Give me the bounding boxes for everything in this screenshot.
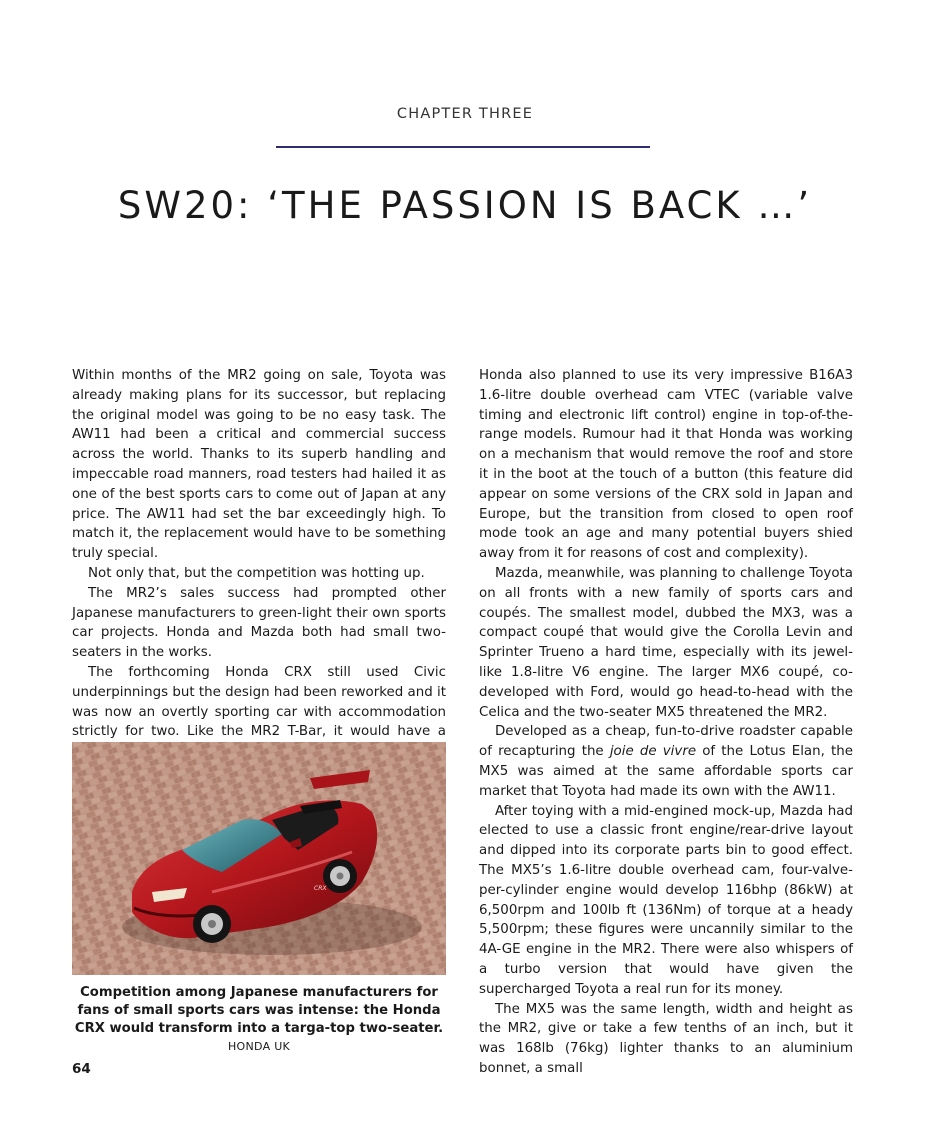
paragraph-text: of the Lotus Elan, the MX5 was aimed at the same affordable sports car market that Toyota had made its own with the AW11. <box>479 744 853 799</box>
caption-credit: HONDA UK <box>227 1040 291 1053</box>
paragraph-text: After toying with a mid-engined mock-up, Mazda had elected to use a classic front engine/rear-drive layout and dipped into its corporate parts bin to good effect. The MX5’s 1.6-litre double overhead cam, four-valve-per-cylinder engine would develop 116bhp (86kW) at 6,500rpm and 100lb ft (136Nm) of torque at a heady 5,500rpm; these figures were uncannily similar to the 4A-GE engine in the MR2. There were also whispers of a turbo version that would have given the supercharged Toyota a real run for its money. <box>479 803 853 997</box>
paragraph-text: Mazda, meanwhile, was planning to challenge Toyota on all fronts with a new family of sports cars and coupés. The smallest model, dubbed the MX3, was a compact coupé that would give the Corolla Levin and Sprinter Trueno a hard time, especially with its jewel-like 1.8-litre V6 engine. The larger MX6 coupé, co-developed with Ford, would go head-to-head with the Celica and the two-seater MX5 threatened the MR2. <box>479 565 853 720</box>
paragraph <box>479 1000 853 1079</box>
paragraph-text: Honda also planned to use its very impressive B16A3 1.6-litre double overhead cam VTEC (variable valve timing and electronic lift control) engine in top-of-the-range models. Rumour had it that Honda was working on a mechanism that would remove the roof and store it in the boot at the touch of a button (this feature did appear on some versions of the CRX sold in Japan and Europe, but the transition from closed to open roof mode took an age and many potential buyers shied away from it for reasons of cost and complexity). <box>479 368 853 562</box>
caption-text: Competition among Japanese manufacturers for fans of small sports cars was intense: the Honda CRX would transform into a targa-top two-seater. <box>74 985 444 1036</box>
right-column <box>479 366 853 1079</box>
paragraph <box>479 564 853 722</box>
paragraph: The MR2’s sales success had prompted other Japanese manufacturers to green-light their own sports car projects. Honda and Mazda both had small two-seaters in the works. <box>72 585 446 661</box>
left-column <box>72 366 446 782</box>
photo-caption <box>72 984 446 1056</box>
paragraph-text: The MX5 was the same length, width and height as the MR2, give or take a few tenths of an inch, but it was 168lb (76kg) lighter thanks to an aluminium bonnet, a small <box>479 1001 853 1076</box>
paragraph <box>479 722 853 801</box>
paragraph: Within months of the MR2 going on sale, Toyota was already making plans for its successor, but replacing the original model was going to be no easy task. The AW11 had been a critical and commercial success across the world. Thanks to its superb handling and impeccable road manners, road testers had hailed it as one of the best sports cars to come out of Japan at any price. The AW11 had set the bar exceedingly high. To match it, the replacement would have to be something truly special. <box>72 368 446 562</box>
car-badge: CRX <box>314 885 327 892</box>
paragraph <box>479 802 853 1000</box>
italic-phrase: joie de vivre <box>609 744 697 760</box>
paragraph: The forthcoming Honda CRX still used Civic underpinnings but the design had been reworked and it was now an overtly sporting car with accommodation strictly for two. Like the MR2 T-Bar, it would have a <box>72 664 446 740</box>
chapter-rule <box>276 146 650 148</box>
page-number: 64 <box>72 1061 91 1077</box>
paragraph <box>479 366 853 564</box>
car-photo <box>72 742 446 975</box>
paragraph-text: Developed as a cheap, fun-to-drive roadster capable of recapturing the <box>479 724 853 760</box>
chapter-title: SW20: ‘THE PASSION IS BACK …’ <box>117 184 813 227</box>
paragraph: Not only that, but the competition was hotting up. <box>88 565 425 581</box>
chapter-label: CHAPTER THREE <box>396 106 534 122</box>
